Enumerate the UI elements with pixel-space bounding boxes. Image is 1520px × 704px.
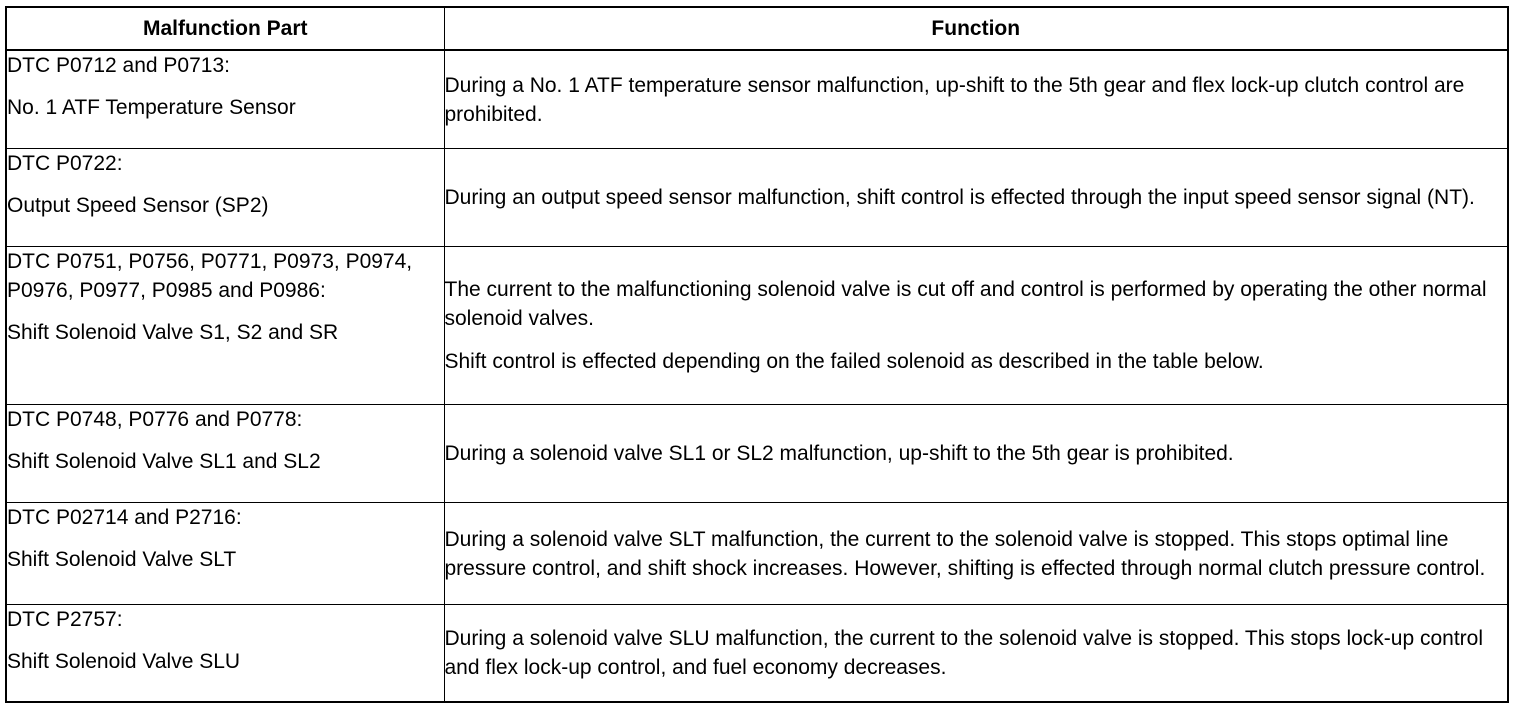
component-name: No. 1 ATF Temperature Sensor bbox=[7, 96, 296, 119]
function-text: During a solenoid valve SLU malfunction, the current to the solenoid valve is stopped. This stops lock-up control and flex lock-up control, and fuel economy decreases. bbox=[444, 627, 1484, 679]
component-name: Output Speed Sensor (SP2) bbox=[7, 194, 269, 217]
malfunction-part-cell bbox=[6, 50, 444, 149]
table-row bbox=[6, 605, 1508, 703]
malfunction-part-cell bbox=[6, 149, 444, 247]
malfunction-function-table bbox=[5, 6, 1509, 703]
function-cell bbox=[444, 149, 1508, 247]
function-text: During an output speed sensor malfunction, shift control is effected through the input speed sensor signal (NT). bbox=[444, 186, 1475, 209]
dtc-codes: DTC P02714 and P2716: bbox=[7, 506, 242, 529]
table-row bbox=[6, 405, 1508, 503]
function-text: During a solenoid valve SL1 or SL2 malfunction, up-shift to the 5th gear is prohibited. bbox=[444, 442, 1234, 465]
dtc-codes: DTC P0722: bbox=[7, 152, 123, 175]
table-row bbox=[6, 503, 1508, 605]
function-cell bbox=[444, 247, 1508, 405]
dtc-codes: DTC P0751, P0756, P0771, P0973, P0974, P0976, P0977, P0985 and P0986: bbox=[7, 250, 413, 302]
dtc-codes: DTC P0712 and P0713: bbox=[7, 54, 230, 77]
header-function: Function bbox=[444, 7, 1508, 50]
malfunction-part-cell bbox=[6, 503, 444, 605]
malfunction-part-cell bbox=[6, 405, 444, 503]
table-row bbox=[6, 50, 1508, 149]
dtc-codes: DTC P0748, P0776 and P0778: bbox=[7, 408, 303, 431]
header-row bbox=[6, 7, 1508, 50]
function-text: The current to the malfunctioning solenoid valve is cut off and control is performed by operating the other normal solenoid valves. bbox=[444, 278, 1487, 330]
function-cell bbox=[444, 50, 1508, 149]
function-text-secondary: Shift control is effected depending on the failed solenoid as described in the table below. bbox=[444, 350, 1264, 373]
malfunction-part-cell bbox=[6, 605, 444, 703]
function-text: During a No. 1 ATF temperature sensor malfunction, up-shift to the 5th gear and flex lock-up clutch control are prohibited. bbox=[444, 73, 1465, 126]
table-row bbox=[6, 149, 1508, 247]
component-name: Shift Solenoid Valve SLU bbox=[7, 650, 241, 673]
function-text: During a solenoid valve SLT malfunction, the current to the solenoid valve is stopped. This stops optimal line pressure control, and shift shock increases. However, shifting is effected through normal clutch pressure control. bbox=[444, 527, 1486, 580]
component-name: Shift Solenoid Valve S1, S2 and SR bbox=[7, 321, 339, 344]
function-cell bbox=[444, 605, 1508, 703]
table-row bbox=[6, 247, 1508, 405]
component-name: Shift Solenoid Valve SL1 and SL2 bbox=[7, 450, 321, 473]
function-cell bbox=[444, 405, 1508, 503]
malfunction-part-cell bbox=[6, 247, 444, 405]
function-cell bbox=[444, 503, 1508, 605]
header-malfunction-part: Malfunction Part bbox=[6, 7, 444, 50]
component-name: Shift Solenoid Valve SLT bbox=[7, 548, 237, 571]
dtc-codes: DTC P2757: bbox=[7, 608, 123, 631]
